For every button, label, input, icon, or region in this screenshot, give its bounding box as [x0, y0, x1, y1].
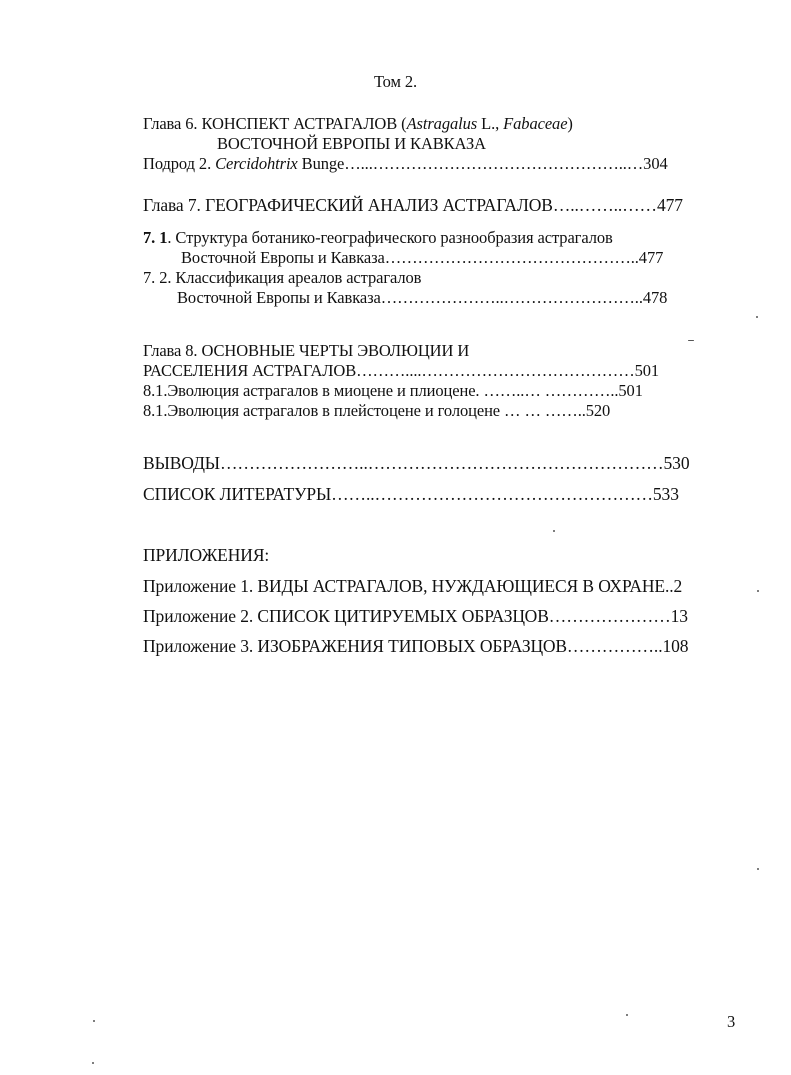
appendix-1-entry: Приложение 1. ВИДЫ АСТРАГАЛОВ, НУЖДАЮЩИЕСЯ В ОХРАНЕ..2	[143, 576, 683, 596]
scan-speck	[92, 1062, 94, 1064]
chapter-8-title-line2: РАССЕЛЕНИЯ АСТРАГАЛОВ………....…………………………………501	[143, 361, 660, 380]
chapter-8-title: Глава 8. ОСНОВНЫЕ ЧЕРТЫ ЭВОЛЮЦИИ И	[143, 341, 470, 360]
references-entry: СПИСОК ЛИТЕРАТУРЫ……..…………………………………………533	[143, 484, 679, 504]
subgenus-rest: Bunge…...………………………………………..…304	[297, 154, 668, 173]
scan-speck	[553, 530, 555, 532]
chapter-7-title: Глава 7. ГЕОГРАФИЧЕСКИЙ АНАЛИЗ АСТРАГАЛОВ…..……..……477	[143, 195, 683, 215]
scan-speck	[757, 590, 759, 592]
chapter-6-prefix: Глава 6. КОНСПЕКТ АСТРАГАЛОВ (	[143, 114, 407, 133]
subgenus-prefix: Подрод 2.	[143, 154, 216, 173]
appendix-2-entry: Приложение 2. СПИСОК ЦИТИРУЕМЫХ ОБРАЗЦОВ…………………13	[143, 606, 688, 626]
scan-speck	[626, 1014, 628, 1016]
conclusions-entry: ВЫВОДЫ……………………..……………………………………………530	[143, 453, 690, 473]
chapter-6-title-line2: ВОСТОЧНОЙ ЕВРОПЫ И КАВКАЗА	[217, 134, 486, 153]
section-8-1a: 8.1.Эволюция астрагалов в миоцене и плиоцене. ……..… …………..501	[143, 381, 643, 400]
scan-speck	[93, 1020, 95, 1022]
scan-speck	[688, 340, 694, 341]
section-7-2: 7. 2. Классификация ареалов астрагалов	[143, 268, 422, 287]
subgenus-name: Cercidohtrix	[215, 154, 298, 173]
section-7-1-number: 7. 1	[143, 228, 168, 247]
chapter-6-family: Fabaceae	[503, 114, 568, 133]
appendices-heading: ПРИЛОЖЕНИЯ:	[143, 545, 270, 565]
scan-speck	[757, 868, 759, 870]
section-7-1-line2: Восточной Европы и Кавказа………………………………………..477	[181, 248, 664, 267]
page-number: 3	[727, 1012, 736, 1031]
chapter-6-mid: L.,	[477, 114, 504, 133]
chapter-6-title	[143, 114, 573, 134]
volume-title: Том 2.	[373, 72, 418, 91]
section-7-1-text: . Структура ботанико-географического разнообразия астрагалов	[167, 228, 613, 247]
section-7-2-line2: Восточной Европы и Кавказа…………………..……………………..478	[177, 288, 668, 307]
scan-speck	[756, 316, 758, 318]
chapter-6-suffix: )	[567, 114, 573, 133]
section-8-1b: 8.1.Эволюция астрагалов в плейстоцене и голоцене … … ……..520	[143, 401, 611, 420]
chapter-6-genus: Astragalus	[406, 114, 478, 133]
section-7-1	[143, 228, 613, 248]
appendix-3-entry: Приложение 3. ИЗОБРАЖЕНИЯ ТИПОВЫХ ОБРАЗЦОВ……………..108	[143, 636, 689, 656]
chapter-6-subgenus-entry	[143, 154, 668, 174]
